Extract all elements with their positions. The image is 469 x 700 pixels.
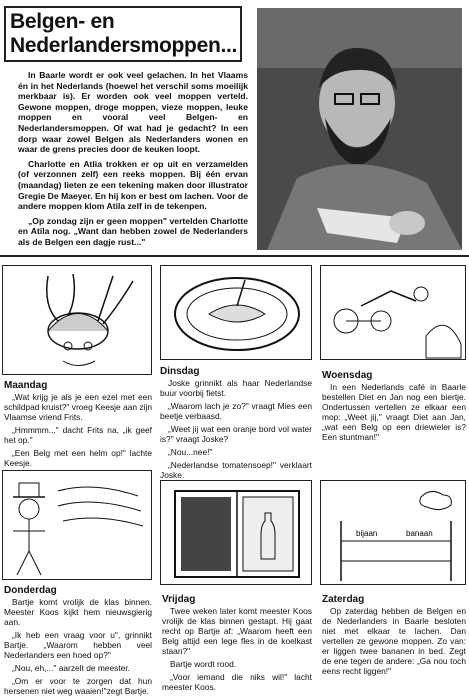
maandag-paragraph: „Hmmmm..." dacht Frits na, „ik geef het op." — [4, 425, 152, 445]
woensdag-drawing — [320, 265, 466, 360]
woensdag-text — [322, 382, 466, 445]
maandag-paragraph: „Wat krijg je als je een ezel met een schildpad kruist?" vroeg Keesje aan zijn Vlaamse vriend Frits. — [4, 392, 152, 422]
divider — [0, 255, 469, 257]
woensdag-paragraph: In een Nederlands café in Baarle bestellen Diet en Jan nog een biertje. Ondertussen vertellen ze elkaar een mop: „Weet jij," vraagt Diet aan Jan, „wat een Belg op een driewieler is? Een stuntman!" — [322, 382, 466, 442]
donderdag-heading: Donderdag — [4, 585, 57, 596]
zaterdag-text — [322, 606, 466, 679]
dinsdag-paragraph: „Nederlandse tomatensoep!" verklaart Joske. — [160, 460, 312, 480]
maandag-paragraph: „Een Belg met een helm op!" lachte Keesje. — [4, 448, 152, 468]
zaterdag-drawing — [320, 480, 466, 585]
dinsdag-paragraph: „Weet jij wat een oranje bord vol water is?" vraagt Joske? — [160, 424, 312, 444]
dinsdag-text — [160, 378, 312, 483]
vrijdag-text — [162, 606, 312, 695]
maandag-drawing — [2, 265, 152, 375]
woensdag-heading: Woensdag — [322, 370, 373, 381]
dinsdag-paragraph: „Nou...nee!" — [168, 447, 213, 457]
dinsdag-paragraph: Joske grinnikt als haar Nederlandse buur voorbij fietst. — [160, 378, 312, 398]
page-title: Belgen- en Nederlandersmoppen... — [10, 10, 238, 57]
maandag-text — [4, 392, 152, 471]
intro-text — [18, 70, 248, 252]
donderdag-paragraph: „Om er voor te zorgen dat hun hersenen niet weg waaien!"zegt Bartje. — [4, 676, 152, 696]
maandag-heading: Maandag — [4, 380, 48, 391]
vrijdag-paragraph: Twee weken later komt meester Koos vrolijk de klas binnen gestapt. Hij gaat recht op Bartje af: „Waarom heeft een Belg altijd een lege fles in de koelkast staan?" — [162, 606, 312, 656]
donderdag-paragraph: „Ik heb een vraag voor u", grinnikt Bartje. „Waarom hebben veel Nederlanders een hoed op?" — [4, 630, 152, 660]
intro-paragraph: „Op zondag zijn er geen moppen" vertelden Charlotte en Atila nog. „Want dan hebben zowel de Nederlanders als de Belgen een dagje rust..." — [18, 215, 248, 247]
banana-label-left: bijaan — [356, 529, 378, 538]
title-box — [4, 6, 242, 62]
vrijdag-heading: Vrijdag — [162, 594, 196, 605]
intro-paragraph: Charlotte en Atlia trokken er op uit en verzamelden (of verzonnen zelf) een reeks moppen. Bij één ervan (maandag) lieten ze een tekening maken door illustrator Gregie De Maeyer. En hij kon er best om lachen. Voor de andere moppen klom Atila zelf in de tekenpen. — [18, 158, 248, 212]
banana-label-right: banaan — [406, 529, 433, 538]
illustrator-photo — [257, 8, 462, 250]
intro-paragraph: In Baarle wordt er ook veel gelachen. In het Vlaams én in het Nederlands (hoewel het verschil soms moeilijk merkbaar is). Er worden ook veel moppen verteld. Gewone moppen, droge moppen, vieze moppen, leuke moppen en vooral veel Belgen- en Nederlandersmoppen. Of wat had je gedacht? In een dorp waar zowel Belgen als Nederlanders wonen en waar de grens precies door de keuken loopt. — [18, 70, 248, 155]
donderdag-paragraph: „Nou, eh,..." aarzelt de meester. — [12, 663, 130, 673]
zaterdag-heading: Zaterdag — [322, 594, 365, 605]
dinsdag-paragraph: „Waarom lach je zo?" vraagt Mies een beetje verbaasd. — [160, 401, 312, 421]
dinsdag-heading: Dinsdag — [160, 366, 200, 377]
donderdag-drawing — [2, 470, 152, 580]
vrijdag-paragraph: „Voor iemand die niks wil!" lacht meester Koos. — [162, 672, 312, 692]
donderdag-paragraph: Bartje komt vrolijk de klas binnen. Meester Koos kijkt hem nieuwsgierig aan. — [4, 597, 152, 627]
dinsdag-drawing — [160, 265, 312, 360]
donderdag-text — [4, 597, 152, 699]
vrijdag-paragraph: Bartje wordt rood. — [170, 659, 237, 669]
zaterdag-paragraph: Op zaterdag hebben de Belgen en de Nederlanders in Baarle besloten niet met elkaar te lachen. Dan vertellen ze gewone moppen. Zo van: er liggen twee bananen in bed. Zegt de ene tegen de andere: „Ga nou toch eens recht liggen!" — [322, 606, 466, 676]
vrijdag-drawing — [160, 480, 312, 585]
